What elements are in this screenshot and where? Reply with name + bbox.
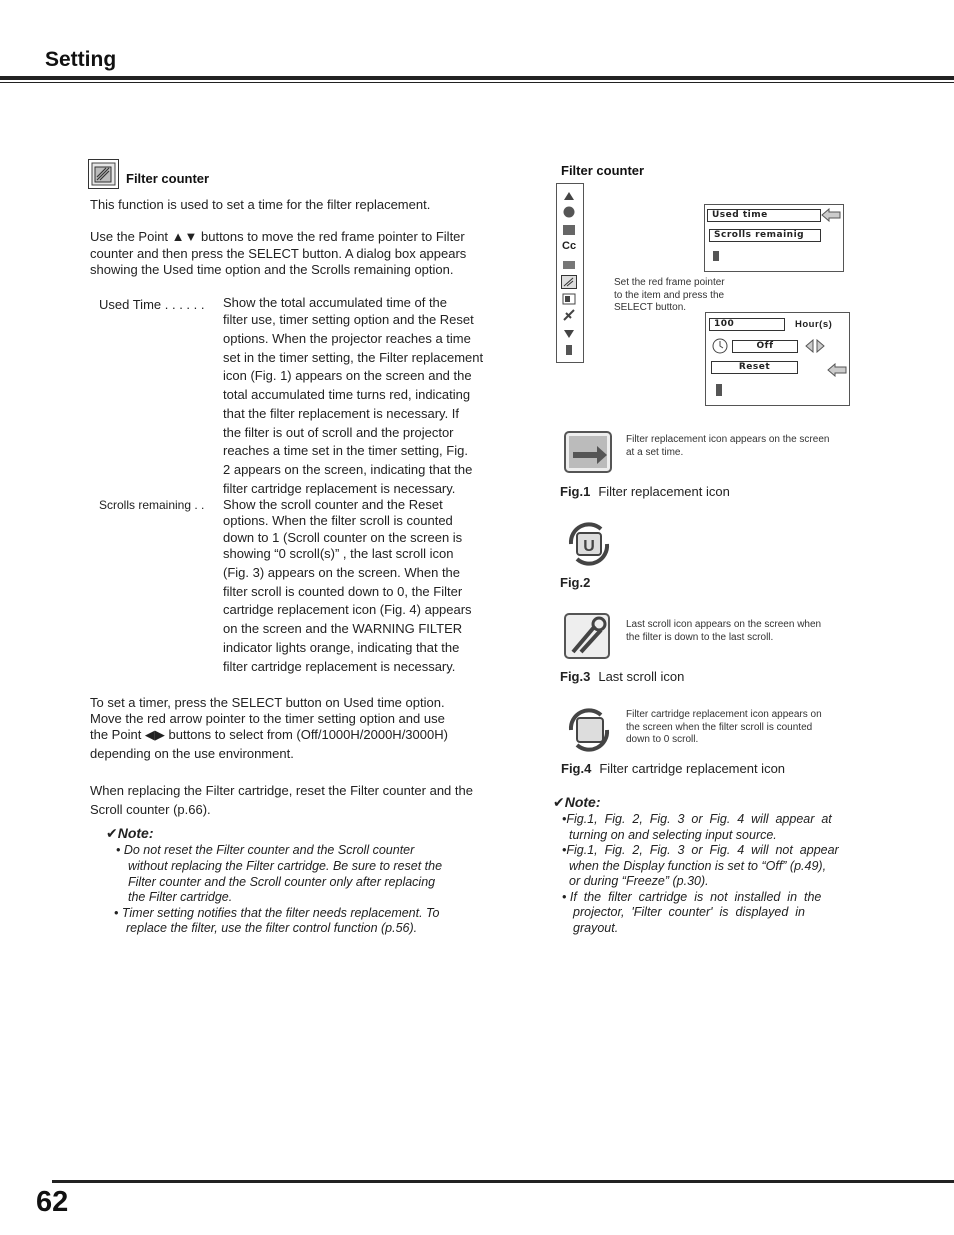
fig4-caption	[561, 761, 785, 776]
used-time-term: Used Time . . . . . .	[99, 297, 205, 312]
def-line: down to 1 (Scroll counter on the screen is	[223, 529, 463, 545]
fig1-caption-text: Filter replacement icon	[598, 484, 730, 499]
callout-line: SELECT button.	[614, 302, 687, 313]
def-line: options. When the projector reaches a time	[223, 331, 471, 346]
hour-value-field: 100	[709, 318, 785, 331]
fig3-label: Fig.3	[560, 669, 591, 684]
def-line: icon (Fig. 1) appears on the screen and the	[223, 368, 472, 384]
note-line: Filter counter and the Scroll counter only after replacing	[128, 875, 436, 889]
desc-line: the screen when the filter scroll is counted	[626, 721, 813, 733]
desc-line: down to 0 scroll.	[626, 734, 699, 745]
def-line: reaches a time set in the timer setting, Fig.	[223, 443, 468, 459]
pointer-arrow-icon	[827, 363, 847, 377]
hour-unit-label: Hour(s)	[795, 319, 833, 330]
fig3-caption	[560, 669, 684, 684]
fig4-description	[626, 709, 822, 747]
desc-line: the filter is down to the last scroll.	[626, 631, 774, 643]
filter-counter-dialog	[704, 204, 844, 272]
def-line: total accumulated time turns red, indicating	[223, 387, 471, 403]
exit-icon	[562, 344, 576, 356]
clock-icon	[712, 338, 728, 354]
def-line: the filter is out of scroll and the projector	[223, 424, 454, 440]
image-adjust-icon	[562, 206, 576, 218]
def-line: Show the scroll counter and the Reset	[223, 497, 443, 512]
note-line: when the Display function is set to “Off” (p.49),	[569, 858, 827, 873]
note-line: or during “Freeze” (p.30).	[569, 874, 709, 888]
exit-icon	[712, 250, 720, 262]
menu-icon-bar	[556, 183, 584, 363]
callout-line: Set the red frame pointer	[614, 277, 725, 288]
def-line: that the filter replacement is necessary. If	[223, 405, 460, 421]
page-header-title: Setting	[45, 48, 117, 71]
point-text-1: Use the Point ▲▼ buttons to move the red frame pointer to Filter	[90, 229, 465, 244]
note-line: without replacing the Filter cartridge. Be sure to reset the	[128, 859, 443, 873]
desc-line: Last scroll icon appears on the screen when	[626, 619, 822, 630]
input-icon	[562, 259, 576, 271]
closed-caption-icon: Cc	[562, 240, 577, 252]
exit-icon	[715, 383, 723, 397]
point-text-2: counter and then press the SELECT button. A dialog box appears	[90, 246, 467, 261]
def-line: showing “0 scroll(s)” , the last scroll icon	[223, 545, 454, 561]
fig3-caption-text: Last scroll icon	[598, 669, 685, 684]
def-line: 2 appears on the screen, indicating that the	[223, 461, 473, 477]
svg-text:U: U	[583, 538, 595, 555]
note-line: the Filter cartridge.	[128, 890, 233, 904]
scrolls-remaining-option[interactable]: Scrolls remainig	[709, 229, 821, 242]
section-title: Filter counter	[126, 171, 210, 186]
point-text-3: showing the Used time option and the Scrolls remaining option.	[90, 262, 454, 277]
settings-icon	[562, 309, 576, 321]
timer-text-4: depending on the use environment.	[90, 746, 294, 761]
def-line: filter use, timer setting option and the Reset	[223, 311, 474, 327]
right-note	[562, 812, 864, 936]
fig1-label: Fig.1	[560, 484, 591, 499]
fig1-description	[626, 434, 829, 459]
timer-text-2: Move the red arrow pointer to the timer setting option and use	[90, 711, 445, 726]
timer-text-3: the Point ◀▶ buttons to select from (Off/1000H/2000H/3000H)	[90, 727, 448, 742]
used-time-definition	[223, 295, 513, 498]
screen-icon	[562, 224, 576, 236]
desc-line: at a set time.	[626, 446, 684, 458]
callout-text	[614, 277, 725, 315]
fig2-label: Fig.2	[560, 575, 591, 590]
def-line: cartridge replacement icon (Fig. 4) appears	[223, 602, 472, 618]
def-line: filter cartridge replacement is necessary.	[223, 658, 456, 674]
display-icon	[562, 293, 576, 305]
right-title: Filter counter	[561, 163, 645, 178]
replace-text-2: Scroll counter (p.66).	[90, 802, 211, 817]
filter-cartridge-replacement-icon	[563, 703, 619, 757]
replace-text-1: When replacing the Filter cartridge, reset the Filter counter and the	[90, 783, 473, 798]
fig2-caption	[560, 575, 598, 590]
used-time-dialog	[705, 312, 850, 406]
note-line: • Do not reset the Filter counter and the Scroll counter	[116, 843, 415, 857]
filter-replacement-icon	[561, 426, 617, 478]
right-note-label: ✔Note:	[553, 794, 601, 810]
scrolls-definition-b	[223, 564, 513, 676]
def-line: options. When the filter scroll is counted	[223, 513, 453, 529]
def-line: set in the timer setting, the Filter replacement	[223, 349, 484, 365]
filter-counter-icon	[88, 159, 119, 189]
page-number: 62	[36, 1186, 69, 1218]
note-line: projector, 'Filter counter' is displayed in	[573, 905, 805, 919]
filter-icon	[561, 275, 577, 289]
footer-rule	[52, 1180, 954, 1183]
note-line: replace the filter, use the filter control function (p.56).	[126, 921, 418, 935]
pointer-arrow-icon	[821, 208, 841, 222]
def-line: filter scroll is counted down to 0, the Filter	[223, 583, 463, 599]
callout-line: to the item and press the	[614, 289, 725, 301]
intro-text: This function is used to set a time for the filter replacement.	[90, 197, 431, 212]
reset-button[interactable]: Reset	[711, 361, 798, 374]
def-line: on the screen and the WARNING FILTER	[223, 621, 463, 637]
fig1-caption	[560, 484, 730, 499]
fig4-label: Fig.4	[561, 761, 592, 776]
fig3-description	[626, 619, 821, 644]
timer-setting-select[interactable]: Off	[732, 340, 798, 353]
def-line: indicator lights orange, indicating that the	[223, 639, 460, 655]
arrow-up-icon	[562, 190, 576, 202]
desc-line: Filter cartridge replacement icon appears on	[626, 709, 822, 720]
note-label: ✔Note:	[106, 825, 154, 841]
left-right-arrows-icon[interactable]	[805, 339, 825, 353]
scrolls-definition-a	[223, 497, 513, 562]
note-line: turning on and selecting input source.	[569, 827, 777, 842]
def-line: Show the total accumulated time of the	[223, 295, 448, 310]
note-line: •Fig.1, Fig. 2, Fig. 3 or Fig. 4 will appear at	[562, 812, 832, 826]
header-rule	[0, 76, 954, 80]
used-time-option[interactable]: Used time	[707, 209, 821, 222]
def-line: filter cartridge replacement is necessary.	[223, 480, 456, 496]
scrolls-term: Scrolls remaining . .	[99, 498, 205, 512]
arrow-down-icon	[562, 328, 576, 340]
note-line: • Timer setting notifies that the filter needs replacement. To	[114, 906, 440, 920]
timer-text-1: To set a timer, press the SELECT button on Used time option.	[90, 695, 445, 710]
fig4-caption-text: Filter cartridge replacement icon	[599, 761, 786, 776]
scroll-counter-icon	[561, 517, 617, 571]
note-line: grayout.	[573, 920, 619, 935]
header-rule-thin	[0, 82, 954, 83]
def-line: (Fig. 3) appears on the screen. When the	[223, 565, 461, 580]
note-line: • If the filter cartridge is not installed in the	[562, 889, 822, 904]
note-line: •Fig.1, Fig. 2, Fig. 3 or Fig. 4 will not appear	[562, 843, 839, 857]
desc-line: Filter replacement icon appears on the screen	[626, 434, 830, 445]
last-scroll-icon	[561, 608, 617, 664]
